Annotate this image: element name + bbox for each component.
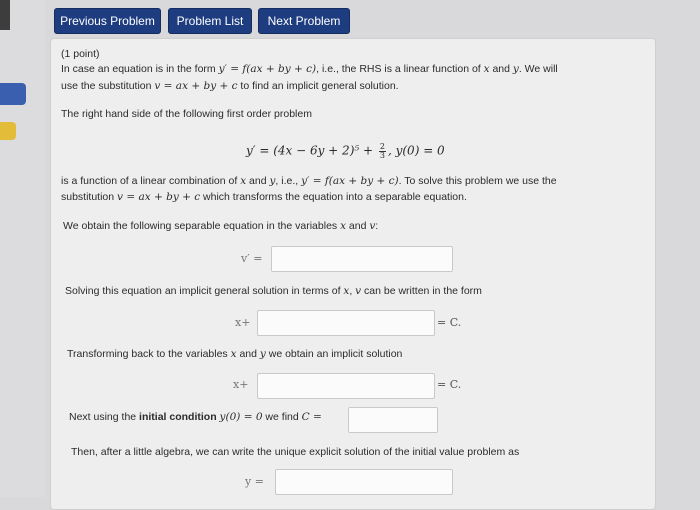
separable-intro: We obtain the following separable equation in the variables x and v: [63,220,379,232]
vprime-label: v′ = [241,252,263,265]
points-label: (1 point) [61,48,100,60]
implicit-v-input[interactable] [257,310,435,336]
explicit-intro: Then, after a little algebra, we can write the unique explicit solution of the initial value problem as [71,446,520,458]
transform-intro: Transforming back to the variables x and y we obtain an implicit solution [67,348,403,360]
problem-panel [50,38,656,510]
vprime-input[interactable] [271,246,453,272]
constant-c-input[interactable] [348,407,438,433]
sidebar-edge [0,0,10,30]
linear-line-1: is a function of a linear combination of x and y, i.e., y′ = f(ax + by + c). To solve this problem we use the [61,175,557,187]
rhs-intro: The right hand side of the following first order problem [61,108,312,120]
linear-line-2: substitution v = ax + by + c which transforms the equation into a separable equation. [61,191,467,203]
equals-c-label-1: = C. [437,316,462,329]
sidebar-tab-marker[interactable] [0,122,16,140]
implicit-y-input[interactable] [257,373,435,399]
equals-c-label-2: = C. [437,378,462,391]
intro-line-2: use the substitution v = ax + by + c to find an implicit general solution. [61,80,399,92]
main-equation: y′ = (4x − 6y + 2)⁵ + $\frac{2}{3}$ , y(0) = 0 [246,142,445,160]
implicit-intro: Solving this equation an implicit general solution in terms of x, v can be written in the form [65,285,482,297]
intro-line-1: In case an equation is in the form y′ = f(ax + by + c), i.e., the RHS is a linear function of x and y. We will [61,63,558,75]
x-plus-label-2: x+ [233,378,249,391]
previous-problem-button[interactable]: Previous Problem [54,8,161,34]
y-equals-label: y = [245,475,264,488]
x-plus-label-1: x+ [235,316,251,329]
left-sidebar [0,0,45,497]
fraction-two-thirds: $\frac{2}{3}$ [379,142,385,160]
sidebar-tab-active[interactable] [0,83,26,105]
initial-condition-line: Next using the initial condition y(0) = 0 we find C = [69,411,322,423]
problem-list-button[interactable]: Problem List [168,8,252,34]
explicit-y-input[interactable] [275,469,453,495]
next-problem-button[interactable]: Next Problem [258,8,350,34]
